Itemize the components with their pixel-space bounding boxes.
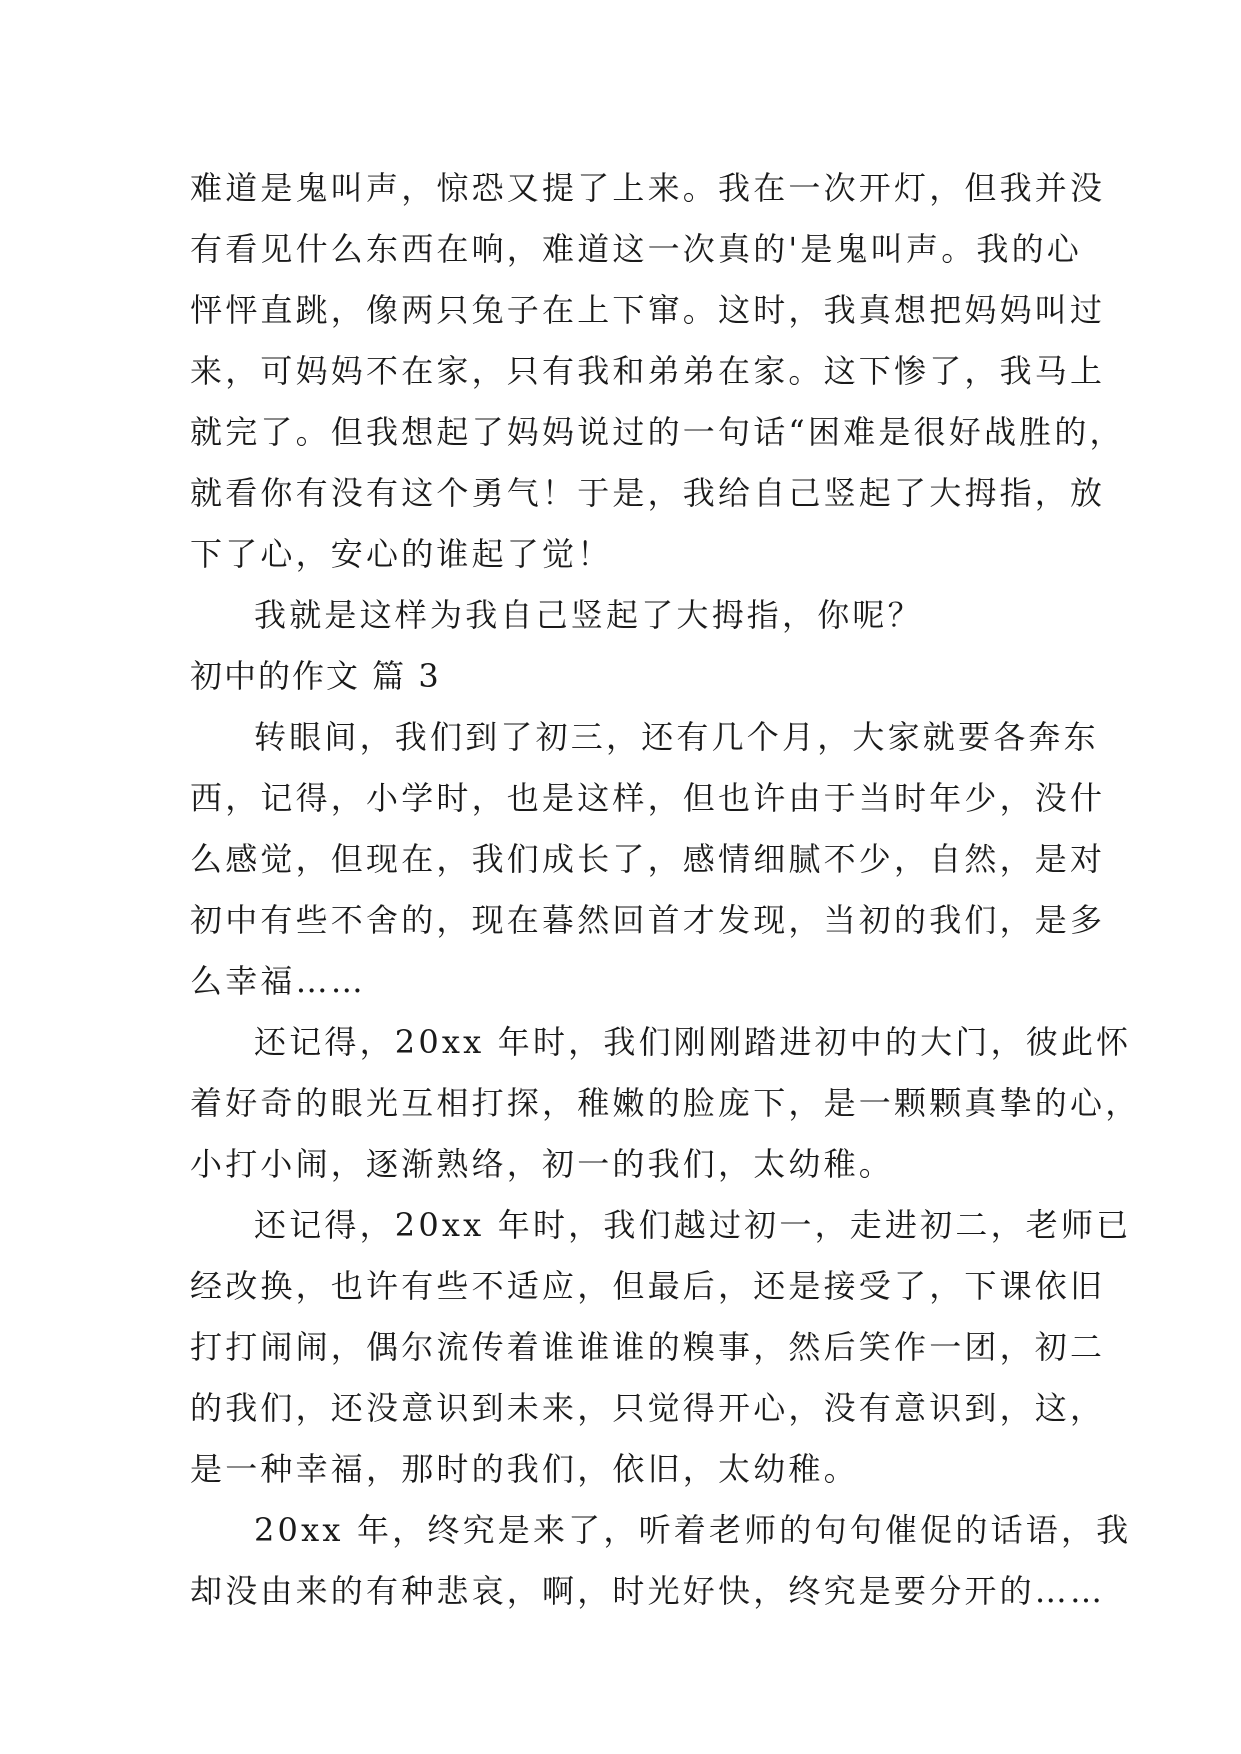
text-line: 下了心，安心的谁起了觉！ — [190, 535, 613, 573]
text-line: 小打小闹，逐渐熟络，初一的我们，太幼稚。 — [190, 1145, 895, 1183]
text-line: 怦怦直跳，像两只兔子在上下窜。这时，我真想把妈妈叫过 — [190, 291, 1106, 329]
text-line: 着好奇的眼光互相打探，稚嫩的脸庞下，是一颗颗真挚的心， — [190, 1084, 1141, 1122]
document-page — [190, 158, 1141, 1622]
text-line: 就看你有没有这个勇气！于是，我给自己竖起了大拇指，放 — [190, 474, 1106, 512]
text-line: 难道是鬼叫声，惊恐又提了上来。我在一次开灯，但我并没 — [190, 169, 1106, 207]
text-line: 我就是这样为我自己竖起了大拇指，你呢？ — [254, 596, 923, 634]
text-line: 么幸福…… — [190, 962, 367, 1000]
text-line: 西，记得，小学时，也是这样，但也许由于当时年少，没什 — [190, 779, 1106, 817]
text-line: 么感觉，但现在，我们成长了，感情细腻不少，自然，是对 — [190, 840, 1106, 878]
text-line: 的我们，还没意识到未来，只觉得开心，没有意识到，这， — [190, 1389, 1106, 1427]
text-line: 20xx 年，终究是来了，听着老师的句句催促的话语，我 — [254, 1511, 1132, 1549]
text-line: 还记得，20xx 年时，我们越过初一，走进初二，老师已 — [254, 1206, 1132, 1244]
text-line: 是一种幸福，那时的我们，依旧，太幼稚。 — [190, 1450, 859, 1488]
text-line: 有看见什么东西在响，难道这一次真的'是鬼叫声。我的心 — [190, 230, 1082, 268]
text-line: 还记得，20xx 年时，我们刚刚踏进初中的大门，彼此怀 — [254, 1023, 1132, 1061]
text-line: 转眼间，我们到了初三，还有几个月，大家就要各奔东 — [254, 718, 1099, 756]
text-line: 初中有些不舍的，现在暮然回首才发现，当初的我们，是多 — [190, 901, 1106, 939]
text-line: 来，可妈妈不在家，只有我和弟弟在家。这下惨了，我马上 — [190, 352, 1106, 390]
text-line: 打打闹闹，偶尔流传着谁谁谁的糗事，然后笑作一团，初二 — [190, 1328, 1106, 1366]
text-line: 却没由来的有种悲哀，啊，时光好快，终究是要分开的…… — [190, 1572, 1106, 1610]
section-heading: 初中的作文 篇 3 — [190, 657, 441, 695]
text-line: 经改换，也许有些不适应，但最后，还是接受了，下课依旧 — [190, 1267, 1106, 1305]
text-line: 就完了。但我想起了妈妈说过的一句话“困难是很好战胜的， — [190, 413, 1125, 451]
